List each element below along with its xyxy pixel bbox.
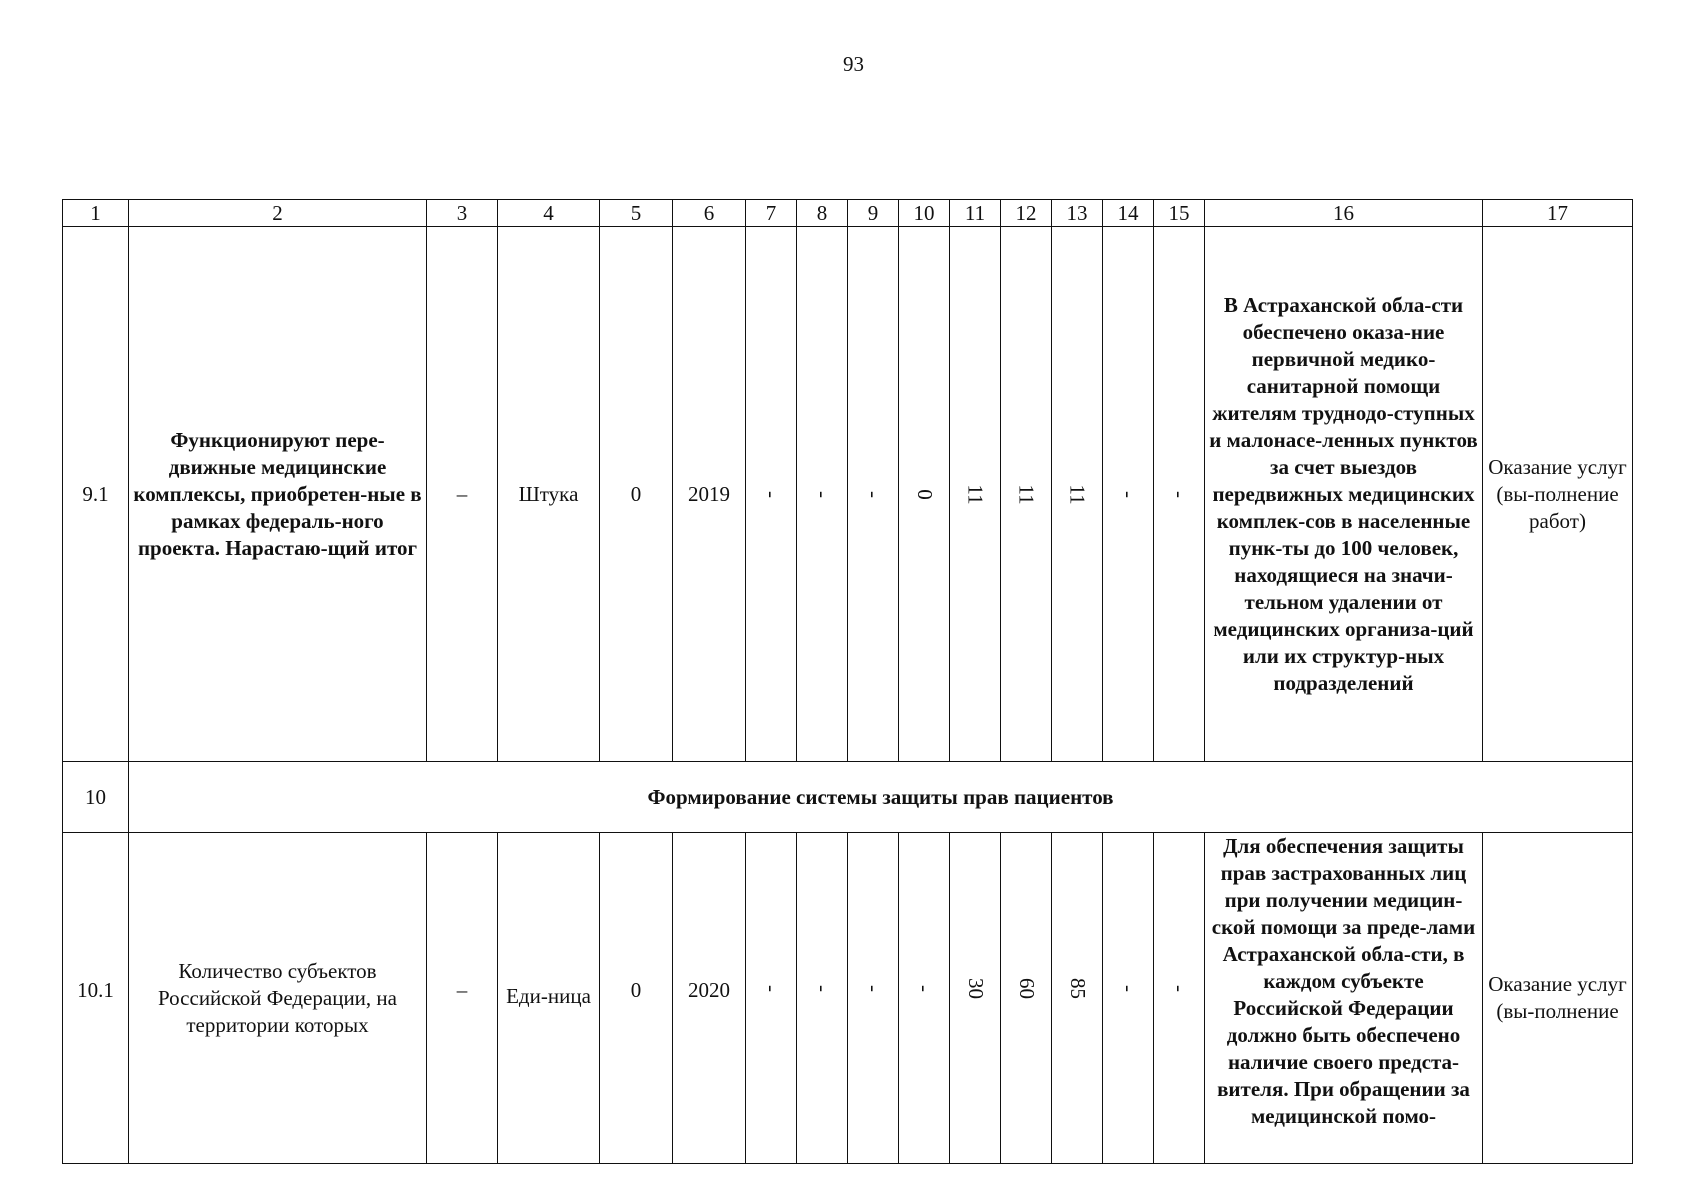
value-text: - [810, 984, 835, 992]
unit-cell: Штука [498, 227, 600, 762]
header-row [63, 200, 1633, 227]
header-cell: 7 [746, 200, 797, 227]
value-cell [746, 833, 797, 1164]
header-cell: 15 [1154, 200, 1205, 227]
value-cell [950, 833, 1001, 1164]
value-cell [1001, 833, 1052, 1164]
header-cell: 10 [899, 200, 950, 227]
indicator-name: Количество субъектов Российской Федерации, на территории которых [129, 833, 427, 1164]
result-description: Для обеспечения защиты прав застрахованных лиц при получении медицин-ской помощи за преде-лами Астраханской обла-сти, в каждом субъекте Российской Федерации должно быть обеспечено наличие своего предста-вителя. При обращении за медицинской помо- [1205, 833, 1483, 1164]
table-row [63, 833, 1633, 1164]
value-text: - [1116, 490, 1141, 498]
result-description: В Астраханской обла-сти обеспечено оказа-ние первичной медико-санитарной помощи жителям труднодо-ступных и малонасе-ленных пунктов за счет выездов передвижных медицинских комплек-сов в населенные пунк-ты до 100 человек, находящиеся на значи-тельном удалении от медицинских организа-ций или их структур-ных подразделений [1205, 227, 1483, 762]
header-cell: 17 [1483, 200, 1633, 227]
base-year-cell: 2020 [673, 833, 746, 1164]
value-cell [1154, 833, 1205, 1164]
header-cell: 16 [1205, 200, 1483, 227]
header-cell: 3 [427, 200, 498, 227]
value-cell [1154, 227, 1205, 762]
header-cell: 8 [797, 200, 848, 227]
value-text: 60 [1014, 977, 1039, 999]
value-text: - [1167, 984, 1192, 992]
base-value-cell: 0 [600, 833, 673, 1164]
value-text: 11 [963, 483, 988, 505]
row-number: 10.1 [63, 833, 129, 1164]
value-cell [899, 833, 950, 1164]
header-cell: 14 [1103, 200, 1154, 227]
section-title: Формирование системы защиты прав пациентов [129, 762, 1633, 833]
base-value-cell: 0 [600, 227, 673, 762]
header-cell: 6 [673, 200, 746, 227]
value-text: - [1116, 984, 1141, 992]
base-year-cell: 2019 [673, 227, 746, 762]
value-cell [950, 227, 1001, 762]
value-cell [1001, 227, 1052, 762]
section-row [63, 762, 1633, 833]
value-cell [746, 227, 797, 762]
value-cell [1052, 227, 1103, 762]
result-type: Оказание услуг (вы-полнение [1483, 833, 1633, 1164]
value-cell [797, 833, 848, 1164]
value-text: 0 [912, 488, 937, 500]
value-text: 11 [1014, 483, 1039, 505]
value-cell [899, 227, 950, 762]
value-cell [1103, 833, 1154, 1164]
value-cell [1103, 227, 1154, 762]
header-cell: 12 [1001, 200, 1052, 227]
plan-table [62, 199, 1633, 1164]
header-cell: 1 [63, 200, 129, 227]
header-cell: 2 [129, 200, 427, 227]
row-number: 9.1 [63, 227, 129, 762]
value-text: - [759, 490, 784, 498]
unit-cell: Еди-ница [498, 833, 600, 1164]
header-cell: 5 [600, 200, 673, 227]
value-cell [848, 227, 899, 762]
table-row [63, 227, 1633, 762]
value-cell [1052, 833, 1103, 1164]
indicator-name: Функционируют пере-движные медицинские комплексы, приобретен-ные в рамках федераль-ного проекта. Нарастаю-щий итог [129, 227, 427, 762]
result-type: Оказание услуг (вы-полнение работ) [1483, 227, 1633, 762]
header-cell: 9 [848, 200, 899, 227]
header-cell: 4 [498, 200, 600, 227]
value-text: - [912, 984, 937, 992]
value-cell [848, 833, 899, 1164]
value-text: - [861, 490, 886, 498]
cell-col3: – [427, 833, 498, 1164]
cell-col3: – [427, 227, 498, 762]
header-cell: 13 [1052, 200, 1103, 227]
page-number: 93 [843, 52, 864, 76]
value-text: - [759, 984, 784, 992]
value-text: 11 [1065, 483, 1090, 505]
value-text: 85 [1065, 977, 1090, 999]
section-number: 10 [63, 762, 129, 833]
value-text: - [861, 984, 886, 992]
value-text: - [810, 490, 835, 498]
value-text: - [1167, 490, 1192, 498]
value-text: 30 [963, 977, 988, 999]
header-cell: 11 [950, 200, 1001, 227]
value-cell [797, 227, 848, 762]
